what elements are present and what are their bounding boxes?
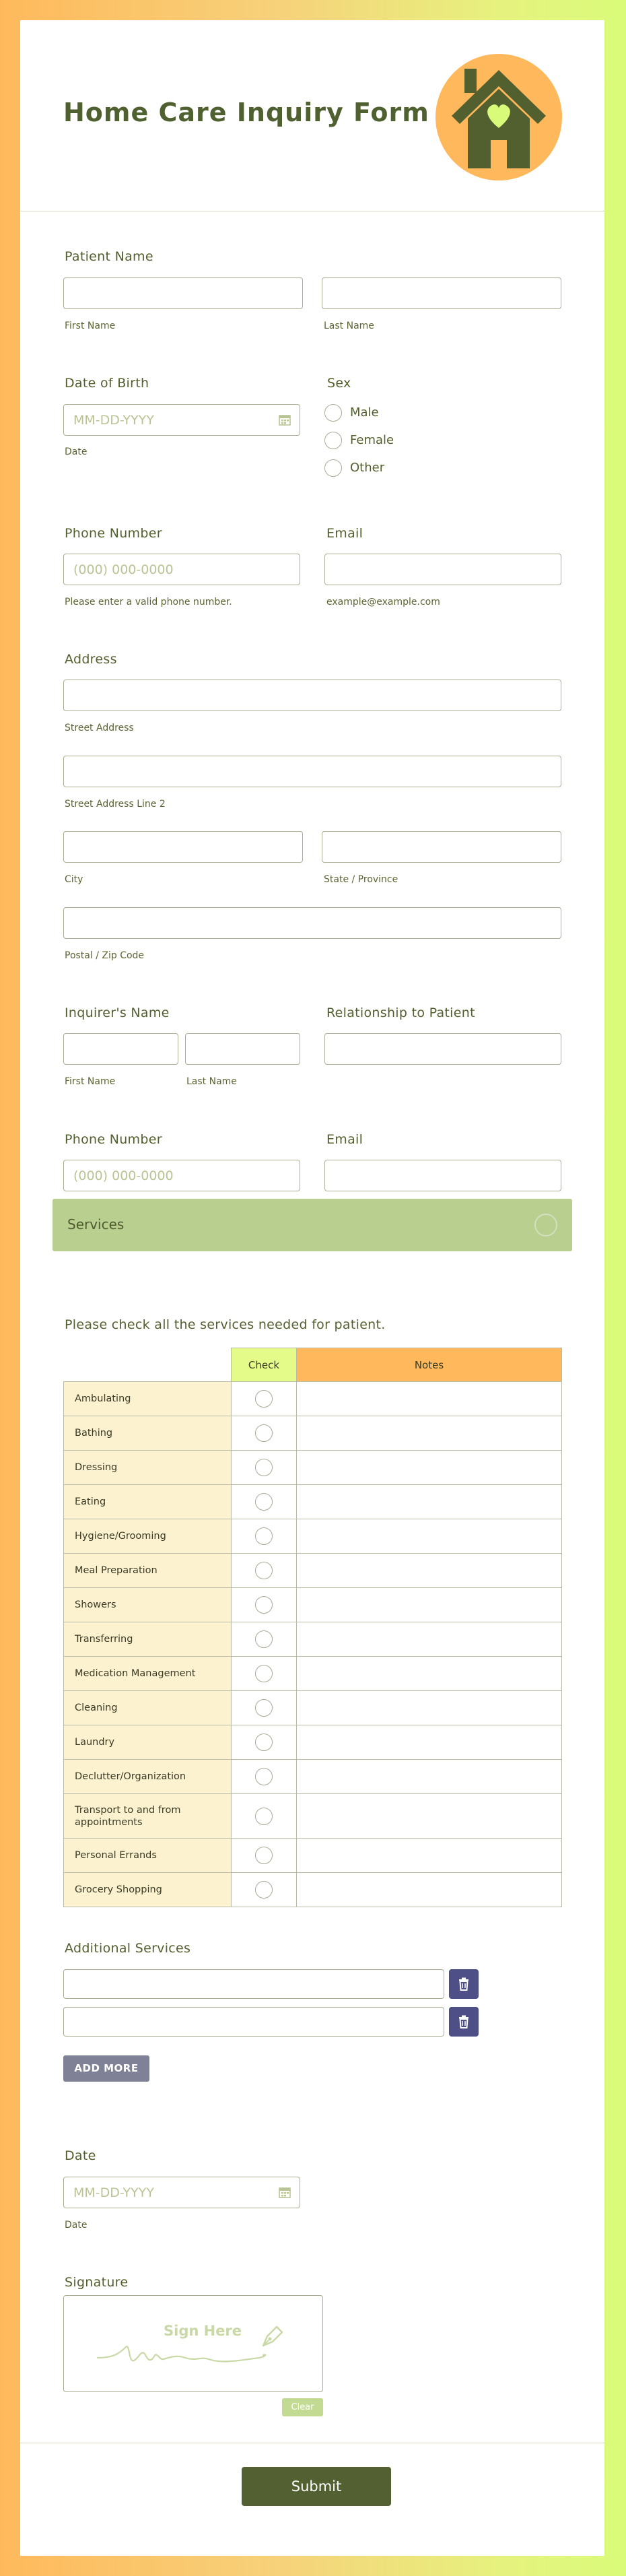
service-check-cell[interactable] [232, 1691, 297, 1725]
service-notes-cell[interactable] [297, 1382, 562, 1416]
sex-option-label: Male [350, 405, 379, 420]
sex-option-label: Female [350, 433, 394, 447]
service-check-cell[interactable] [232, 1873, 297, 1907]
date-input[interactable] [63, 2177, 300, 2208]
service-checkbox[interactable] [255, 1596, 273, 1614]
service-notes-cell[interactable] [297, 1760, 562, 1794]
services-grid [63, 1348, 561, 1907]
service-row [64, 1873, 562, 1907]
signature-label: Signature [65, 2275, 129, 2290]
service-row [64, 1519, 562, 1554]
service-checkbox[interactable] [255, 1847, 273, 1864]
state-input[interactable] [322, 831, 561, 863]
service-row-label: Transport to and from appointments [64, 1794, 232, 1839]
phone-sublabel: Please enter a valid phone number. [65, 597, 232, 607]
service-notes-cell[interactable] [297, 1485, 562, 1519]
street-address-input[interactable] [63, 680, 561, 711]
email-input[interactable] [324, 554, 561, 585]
service-check-cell[interactable] [232, 1622, 297, 1657]
service-row [64, 1416, 562, 1451]
sign-here-placeholder: Sign Here [164, 2323, 242, 2339]
service-row-label: Declutter/Organization [64, 1760, 232, 1794]
patient-last-name-sublabel: Last Name [324, 321, 374, 331]
dob-input[interactable] [63, 404, 300, 436]
street-address-line2-input[interactable] [63, 756, 561, 787]
service-row-label: Transferring [64, 1622, 232, 1657]
date-placeholder: MM-DD-YYYY [73, 2185, 154, 2200]
check-column-header: Check [232, 1348, 297, 1382]
remove-row-button[interactable] [449, 2007, 479, 2037]
additional-service-input-1[interactable] [63, 1969, 444, 1999]
service-row [64, 1451, 562, 1485]
inquirer-first-name-input[interactable] [63, 1033, 178, 1065]
service-notes-cell[interactable] [297, 1873, 562, 1907]
house-heart-icon [436, 54, 562, 180]
service-row-label: Grocery Shopping [64, 1873, 232, 1907]
service-row [64, 1485, 562, 1519]
service-checkbox[interactable] [255, 1424, 273, 1442]
service-check-cell[interactable] [232, 1657, 297, 1691]
radio-circle[interactable] [324, 432, 342, 449]
radio-circle[interactable] [324, 459, 342, 477]
service-checkbox[interactable] [255, 1699, 273, 1717]
submit-button[interactable]: Submit [242, 2467, 391, 2506]
service-check-cell[interactable] [232, 1794, 297, 1839]
email-label: Email [326, 526, 363, 541]
inquirer-email-input[interactable] [324, 1160, 561, 1191]
service-notes-cell[interactable] [297, 1588, 562, 1622]
service-row-label: Cleaning [64, 1691, 232, 1725]
address-label: Address [65, 652, 117, 667]
phone-input[interactable] [63, 554, 300, 585]
trash-icon [449, 2007, 479, 2037]
inquirer-name-label: Inquirer's Name [65, 1005, 170, 1020]
dob-sublabel: Date [65, 447, 88, 457]
service-check-cell[interactable] [232, 1485, 297, 1519]
phone-placeholder: (000) 000-0000 [73, 1168, 174, 1183]
calendar-icon[interactable] [279, 414, 291, 426]
service-checkbox[interactable] [255, 1881, 273, 1898]
postal-code-input[interactable] [63, 907, 561, 939]
dob-placeholder: MM-DD-YYYY [73, 413, 154, 428]
signature-scribble-icon [64, 2296, 324, 2393]
collapse-toggle-icon[interactable] [534, 1214, 557, 1236]
service-row-label: Laundry [64, 1725, 232, 1760]
service-row-label: Hygiene/Grooming [64, 1519, 232, 1554]
remove-row-button[interactable] [449, 1969, 479, 1999]
additional-services-label: Additional Services [65, 1941, 191, 1956]
service-row-label: Dressing [64, 1451, 232, 1485]
sex-option-label: Other [350, 461, 385, 475]
service-row-label: Eating [64, 1485, 232, 1519]
city-sublabel: City [65, 874, 83, 885]
relationship-label: Relationship to Patient [326, 1005, 475, 1020]
service-check-cell[interactable] [232, 1382, 297, 1416]
service-check-cell[interactable] [232, 1451, 297, 1485]
service-notes-cell[interactable] [297, 1725, 562, 1760]
phone-placeholder: (000) 000-0000 [73, 562, 174, 577]
notes-column-header: Notes [297, 1348, 562, 1382]
service-notes-cell[interactable] [297, 1657, 562, 1691]
service-row [64, 1839, 562, 1873]
service-row [64, 1725, 562, 1760]
inquirer-first-name-sublabel: First Name [65, 1076, 116, 1087]
service-checkbox[interactable] [255, 1390, 273, 1408]
service-check-cell[interactable] [232, 1760, 297, 1794]
service-notes-cell[interactable] [297, 1691, 562, 1725]
service-check-cell[interactable] [232, 1416, 297, 1451]
service-checkbox[interactable] [255, 1733, 273, 1751]
service-row [64, 1554, 562, 1588]
radio-circle[interactable] [324, 404, 342, 422]
services-section-header[interactable] [53, 1199, 572, 1251]
service-notes-cell[interactable] [297, 1519, 562, 1554]
service-checkbox[interactable] [255, 1527, 273, 1545]
calendar-icon[interactable] [279, 2186, 291, 2198]
service-check-cell[interactable] [232, 1725, 297, 1760]
service-row [64, 1794, 562, 1839]
service-notes-cell[interactable] [297, 1622, 562, 1657]
email-sublabel: example@example.com [326, 597, 440, 607]
service-row-label: Bathing [64, 1416, 232, 1451]
service-checkbox[interactable] [255, 1630, 273, 1648]
additional-service-input-2[interactable] [63, 2007, 444, 2037]
service-row [64, 1657, 562, 1691]
service-notes-cell[interactable] [297, 1451, 562, 1485]
add-more-button[interactable]: ADD MORE [63, 2055, 149, 2082]
service-row-label: Personal Errands [64, 1839, 232, 1873]
clear-signature-button[interactable]: Clear [282, 2398, 323, 2416]
city-input[interactable] [63, 831, 303, 863]
service-checkbox[interactable] [255, 1459, 273, 1476]
service-row-label: Meal Preparation [64, 1554, 232, 1588]
relationship-input[interactable] [324, 1033, 561, 1065]
sex-label: Sex [327, 376, 351, 391]
service-row [64, 1382, 562, 1416]
form-title: Home Care Inquiry Form [63, 98, 429, 127]
phone-label: Phone Number [65, 526, 162, 541]
dob-label: Date of Birth [65, 376, 149, 391]
service-checkbox[interactable] [255, 1768, 273, 1785]
inquirer-last-name-input[interactable] [185, 1033, 300, 1065]
service-check-cell[interactable] [232, 1588, 297, 1622]
service-row [64, 1691, 562, 1725]
services-instruction: Please check all the services needed for patient. [65, 1317, 386, 1332]
service-checkbox[interactable] [255, 1808, 273, 1825]
trash-icon [449, 1969, 479, 1999]
service-check-cell[interactable] [232, 1519, 297, 1554]
street-address-line2-sublabel: Street Address Line 2 [65, 799, 166, 810]
inquirer-email-label: Email [326, 1132, 363, 1147]
service-check-cell[interactable] [232, 1554, 297, 1588]
service-row [64, 1760, 562, 1794]
patient-first-name-sublabel: First Name [65, 321, 116, 331]
postal-code-sublabel: Postal / Zip Code [65, 950, 145, 961]
street-address-sublabel: Street Address [65, 723, 134, 733]
patient-name-label: Patient Name [65, 249, 153, 264]
service-notes-cell[interactable] [297, 1554, 562, 1588]
inquirer-phone-input[interactable] [63, 1160, 300, 1191]
inquirer-phone-label: Phone Number [65, 1132, 162, 1147]
service-row-label: Showers [64, 1588, 232, 1622]
service-row [64, 1588, 562, 1622]
service-checkbox[interactable] [255, 1562, 273, 1579]
service-checkbox[interactable] [255, 1493, 273, 1511]
patient-first-name-input[interactable] [63, 277, 303, 309]
date-label: Date [65, 2148, 96, 2163]
service-row-label: Ambulating [64, 1382, 232, 1416]
service-row-label: Medication Management [64, 1657, 232, 1691]
services-title: Services [67, 1216, 125, 1232]
service-check-cell[interactable] [232, 1839, 297, 1873]
grid-corner [64, 1348, 232, 1382]
form-header [20, 20, 604, 211]
service-notes-cell[interactable] [297, 1839, 562, 1873]
state-sublabel: State / Province [324, 874, 398, 885]
signature-pad[interactable] [63, 2295, 323, 2392]
form-card [20, 20, 604, 2556]
pen-nib-icon [263, 2327, 282, 2346]
service-row [64, 1622, 562, 1657]
service-checkbox[interactable] [255, 1665, 273, 1682]
patient-last-name-input[interactable] [322, 277, 561, 309]
inquirer-last-name-sublabel: Last Name [186, 1076, 237, 1087]
date-sublabel: Date [65, 2220, 88, 2231]
service-notes-cell[interactable] [297, 1416, 562, 1451]
service-notes-cell[interactable] [297, 1794, 562, 1839]
